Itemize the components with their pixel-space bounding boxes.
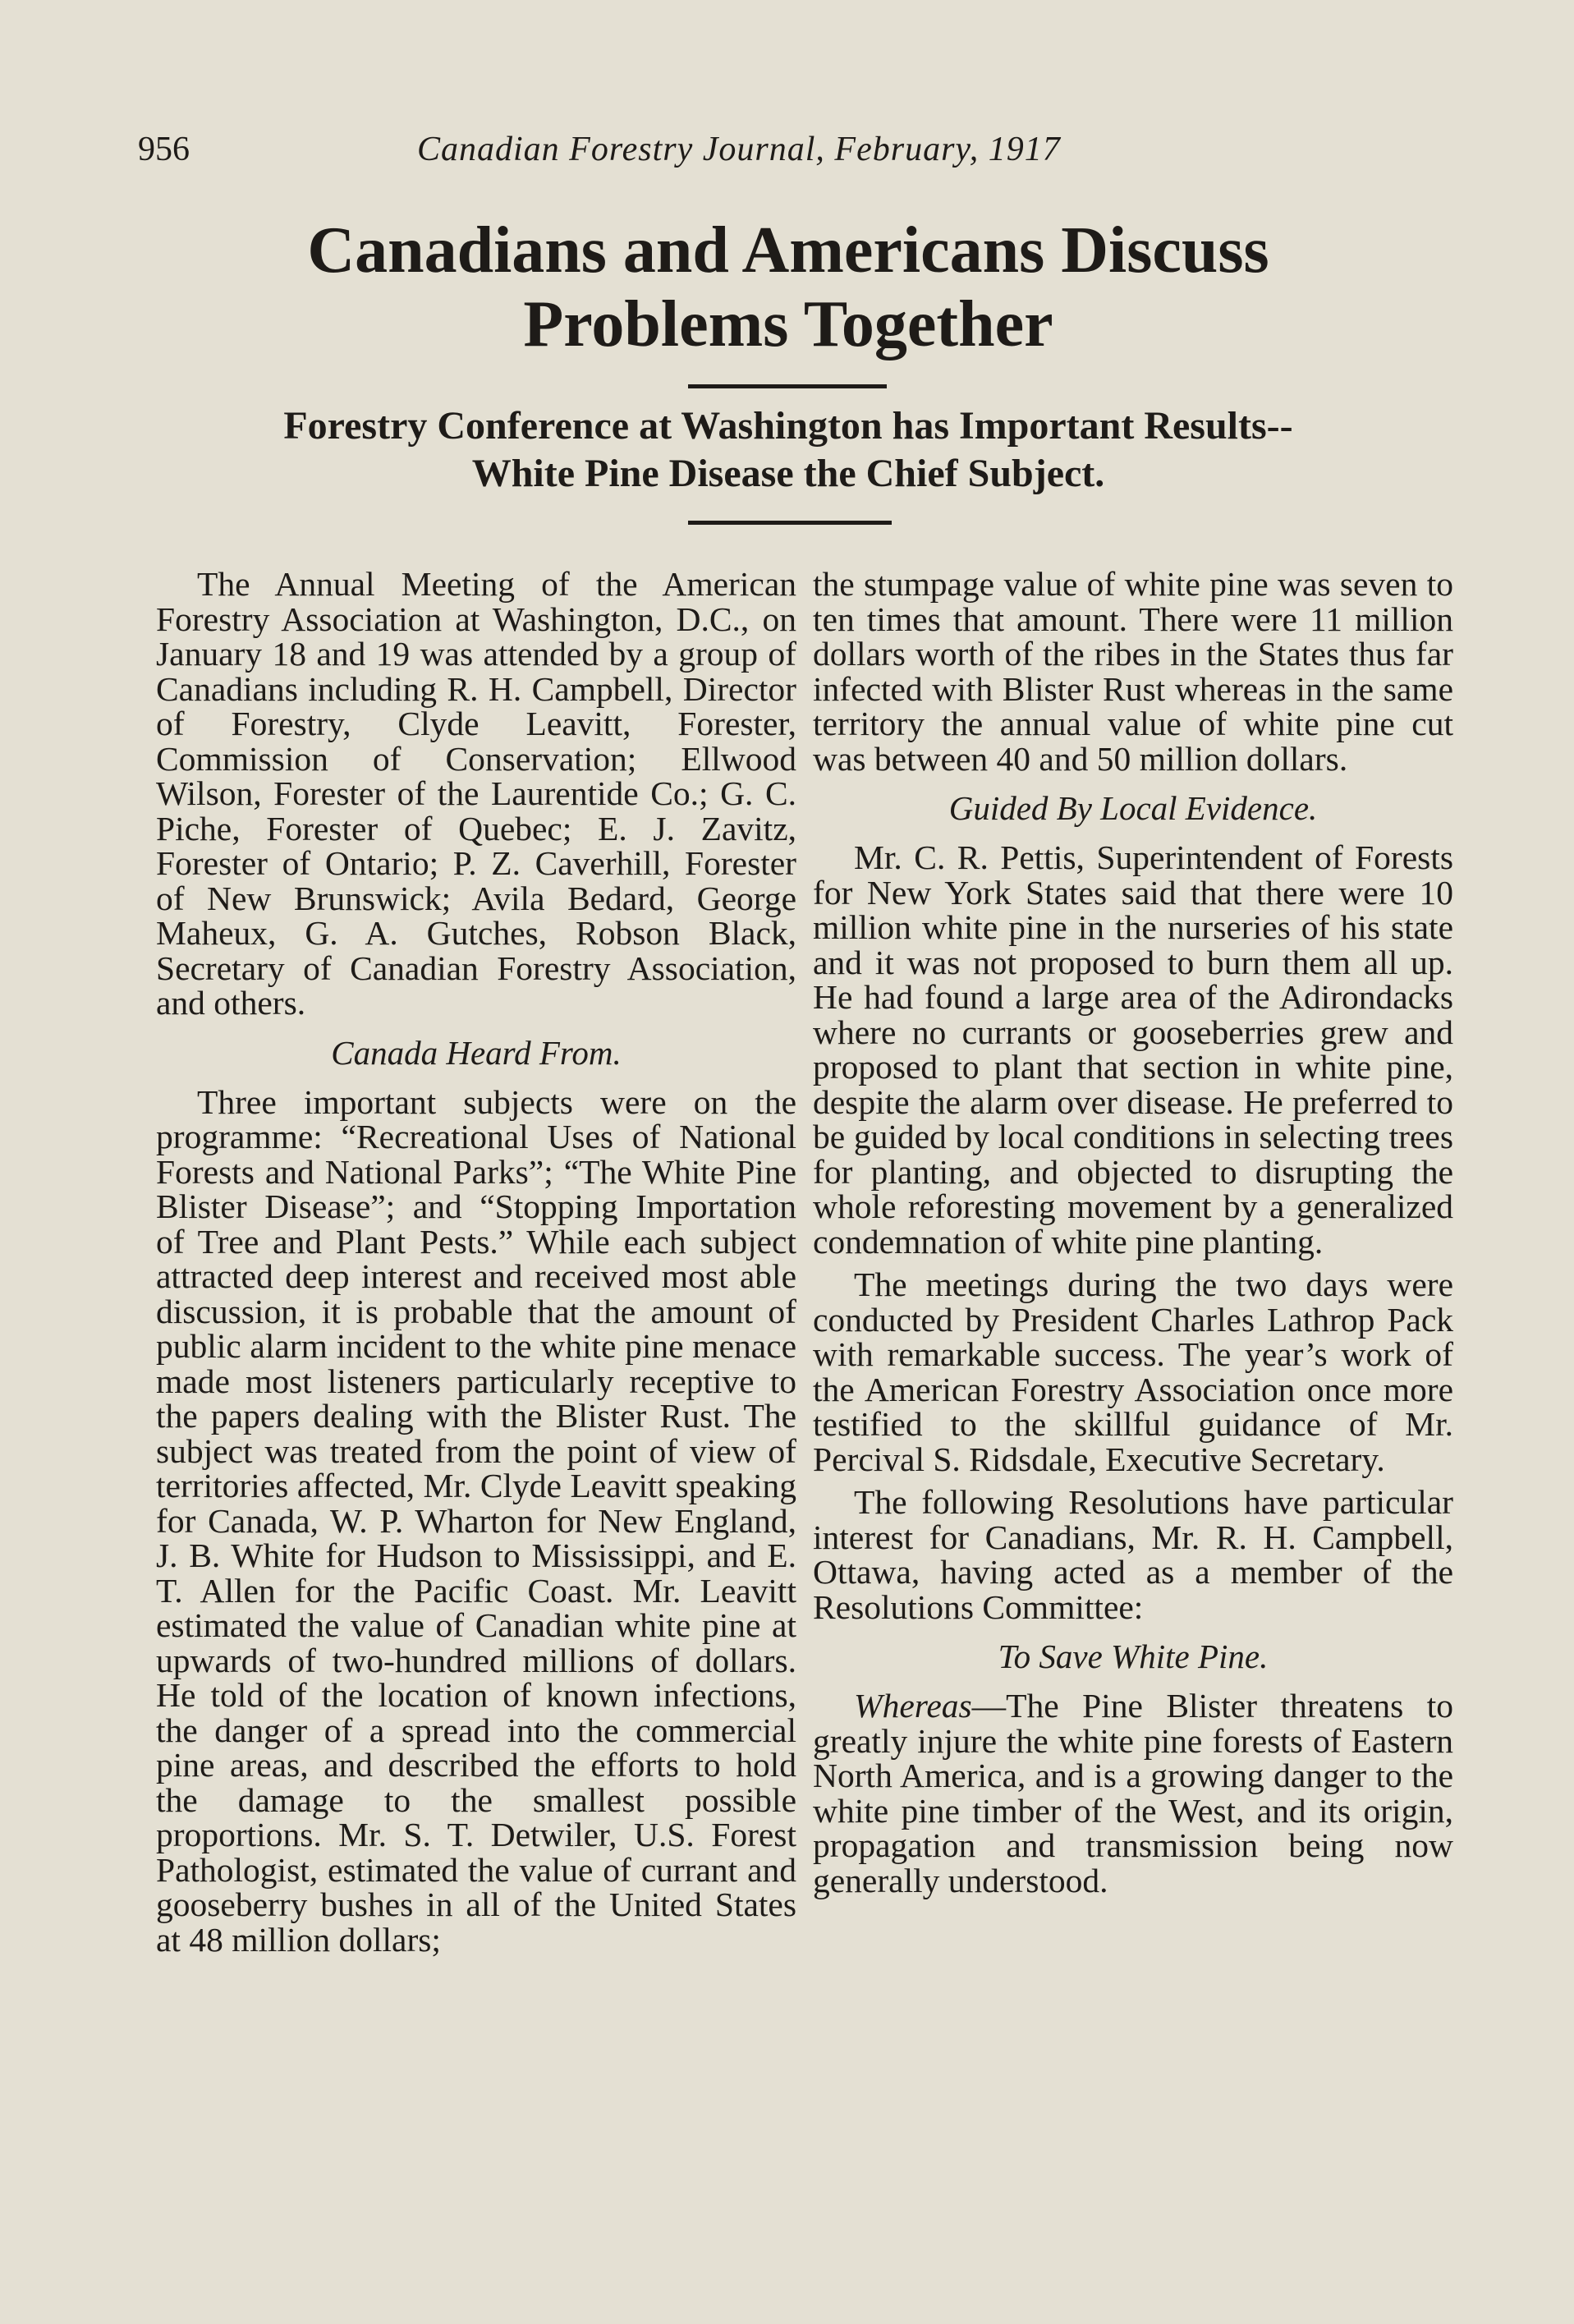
paragraph: Mr. C. R. Pettis, Superintendent of Forests for New York States said that there were 10 million white pine in the nurseries of his state and it was not proposed to burn them all up. He had found a large area of the Adirondacks where no currants or gooseberries grew and proposed to plant that section in white pine, despite the alarm over disease. He preferred to be guided by local conditions in selecting trees for planting, and objected to disrupting the whole reforesting movement by a generalized condemnation of white pine planting. — [813, 838, 1453, 1261]
section-heading: Canada Heard From. — [331, 1033, 622, 1072]
paragraph: the stumpage value of white pine was seven to ten times that amount. There were 11 million dollars worth of the ribes in the States thus far infected with Blister Rust whereas in the same territory the annual value of white pine cut was between 40 and 50 million dollars. — [813, 565, 1453, 778]
paragraph: The Annual Meeting of the American Forestry Association at Washington, D.C., on January 18 and 19 was attended by a group of Canadians including R. H. Campbell, Director of Forestry, Clyde Leavitt, Forester, Commission of Conservation; Ellwood Wilson, Forester of the Laurentide Co.; G. C. Piche, Forester of Quebec; E. J. Zavitz, Forester of Ontario; P. Z. Caverhill, Forester of New Brunswick; Avila Bedard, George Maheux, G. A. Gutches, Robson Black, Secretary of Canadian Forestry Association, and others. — [156, 565, 796, 1022]
article-title — [164, 214, 1412, 361]
article-subtitle — [140, 402, 1437, 498]
paragraph: The following Resolutions have particular interest for Canadians, Mr. R. H. Campbell, Ottawa, having acted as a member of the Resolutions Committee: — [813, 1483, 1453, 1626]
article-subtitle-line1: Forestry Conference at Washington has Important Results-- — [283, 404, 1293, 448]
page-header — [138, 130, 1164, 179]
section-heading: To Save White Pine. — [998, 1637, 1269, 1675]
section-heading: Guided By Local Evidence. — [948, 789, 1318, 827]
article-title-line1: Canadians and Americans Discuss — [307, 214, 1269, 287]
paragraph: The meetings during the two days were conducted by President Charles Lathrop Pack with remarkable success. The year’s work of the American Forestry Association once more testified to the skillful guidance of Mr. Percival S. Ridsdale, Executive Secretary. — [813, 1265, 1453, 1478]
article-subtitle-line2: White Pine Disease the Chief Subject. — [471, 452, 1105, 495]
page-number: 956 — [138, 131, 190, 168]
paragraph: Three important subjects were on the programme: “Recreational Uses of National Forests and National Parks”; “The White Pine Blister Disease”; and “Stopping Importation of Tree and Plant Pests.” While each subject attracted deep interest and received most able discussion, it is probable that the amount of public alarm incident to the white pine menace made most listeners particularly receptive to the papers dealing with the Blister Rust. The subject was treated from the point of view of territories affected, Mr. Clyde Leavitt speaking for Canada, W. P. Wharton for New England, J. B. White for Hudson to Mississippi, and E. T. Allen for the Pacific Coast. Mr. Leavitt estimated the value of Canadian white pine at upwards of two-hundred millions of dollars. He told of the location of known infections, the danger of a spread into the commercial pine areas, and described the efforts to hold the damage to the smallest possible proportions. Mr. S. T. Detwiler, U.S. Forest Pathologist, estimated the value of currant and gooseberry bushes in all of the United States at 48 million dollars; — [156, 1082, 796, 1959]
resolution-text: —The Pine Blister threatens to greatly injure the white pine forests of Eastern North America, and is a growing danger to the white pine timber of the West, and its origin, propagation and transmission being now generally understood. — [813, 1687, 1453, 1899]
left-column — [156, 567, 796, 1957]
right-column — [813, 567, 1453, 1898]
title-divider-rule — [688, 384, 887, 388]
article-title-line2: Problems Together — [523, 288, 1053, 361]
subtitle-divider-rule — [688, 521, 892, 525]
resolution-paragraph — [813, 1688, 1453, 1898]
whereas-lead: Whereas — [854, 1687, 972, 1725]
journal-title: Canadian Forestry Journal, February, 1917 — [417, 131, 1061, 168]
